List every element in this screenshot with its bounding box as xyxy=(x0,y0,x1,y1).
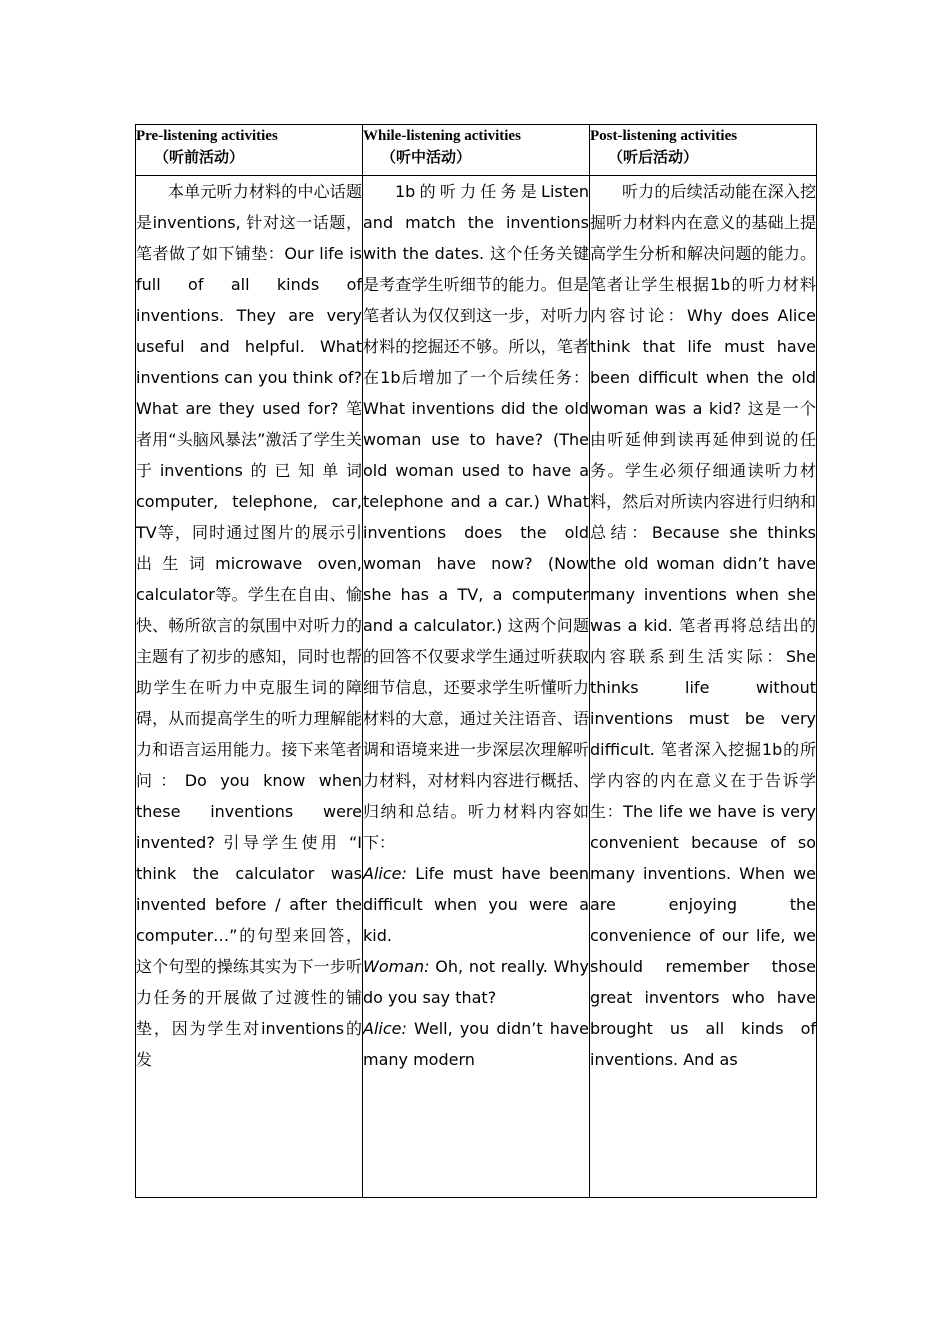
dialogue-text: Well, you didn’t have many modern xyxy=(363,1019,589,1069)
header-while-en: While-listening activities xyxy=(363,128,521,144)
dialogue-line xyxy=(363,951,589,1013)
post-listening-cell xyxy=(590,176,817,1198)
pre-listening-cell xyxy=(136,176,363,1198)
header-pre-listening xyxy=(136,125,363,176)
dialogue-text: Life must have been difficult when you were a kid. xyxy=(363,864,589,945)
dialogue-speaker: Alice: xyxy=(363,864,407,883)
while-listening-text: 1b的听力任务是Listen and match the inventions with the dates. 这个任务关键是考查学生听细节的能力。但是笔者认为仅仅到这一步，对听力材料的挖掘还不够。所以，笔者在1b后增加了一个后续任务：What inventions did the old woman use to have? (The old woman used to have a telephone and a car.) What inventions does the old woman have now? (Now she has a TV, a computer and a calculator.) 这两个问题的回答不仅要求学生通过听获取细节信息，还要求学生听懂听力材料的大意，通过关注语音、语调和语境来进一步深层次理解听力材料，对材料内容进行概括、归纳和总结。听力材料内容如下： xyxy=(363,182,589,852)
pre-listening-text: 本单元听力材料的中心话题是inventions, 针对这一话题，笔者做了如下铺垫：Our life is full of all kinds of inventions. They are very useful and helpful. What inventions can you think of? What are they used for? 笔者用“头脑风暴法”激活了学生关于inventions的已知单词computer, telephone, car, TV等，同时通过图片的展示引出生词microwave oven, calculator等。学生在自由、愉快、畅所欲言的氛围中对听力的主题有了初步的感知，同时也帮助学生在听力中克服生词的障碍，从而提高学生的听力理解能力和语言运用能力。接下来笔者问：Do you know when these inventions were invented? 引导学生使用 “I think the calculator was invented before / after the computer…”的句型来回答，这个句型的操练其实为下一步听力任务的开展做了过渡性的铺垫，因为学生对inventions的发 xyxy=(136,182,362,1069)
header-while-listening xyxy=(363,125,590,176)
header-pre-en: Pre-listening activities xyxy=(136,128,278,144)
dialogue-line xyxy=(363,1013,589,1075)
header-pre-cn: （听前活动） xyxy=(154,150,245,166)
while-listening-cell xyxy=(363,176,590,1198)
dialogue-line xyxy=(363,858,589,951)
header-post-cn: （听后活动） xyxy=(608,150,699,166)
dialogue-speaker: Woman: xyxy=(363,957,430,976)
header-post-listening xyxy=(590,125,817,176)
header-while-cn: （听中活动） xyxy=(381,150,472,166)
dialogue-text: Oh, not really. Why do you say that? xyxy=(363,957,589,1007)
post-listening-text: 听力的后续活动能在深入挖掘听力材料内在意义的基础上提高学生分析和解决问题的能力。笔者让学生根据1b的听力材料内容讨论：Why does Alice think that life must have been difficult when the old woman was a kid? 这是一个由听延伸到读再延伸到说的任务。学生必须仔细通读听力材料，然后对所读内容进行归纳和总结：Because she thinks the old woman didn’t have many inventions when she was a kid. 笔者再将总结出的内容联系到生活实际：She thinks life without inventions must be very difficult. 笔者深入挖掘1b的所学内容的内在意义在于告诉学生：The life we have is very convenient because of so many inventions. When we are enjoying the convenience of our life, we should remember those great inventors who have brought us all kinds of inventions. And as xyxy=(590,182,816,1069)
header-row xyxy=(136,125,817,176)
header-post-en: Post-listening activities xyxy=(590,128,738,144)
activities-table xyxy=(135,124,817,1198)
dialogue-speaker: Alice: xyxy=(363,1019,407,1038)
content-row xyxy=(136,176,817,1198)
